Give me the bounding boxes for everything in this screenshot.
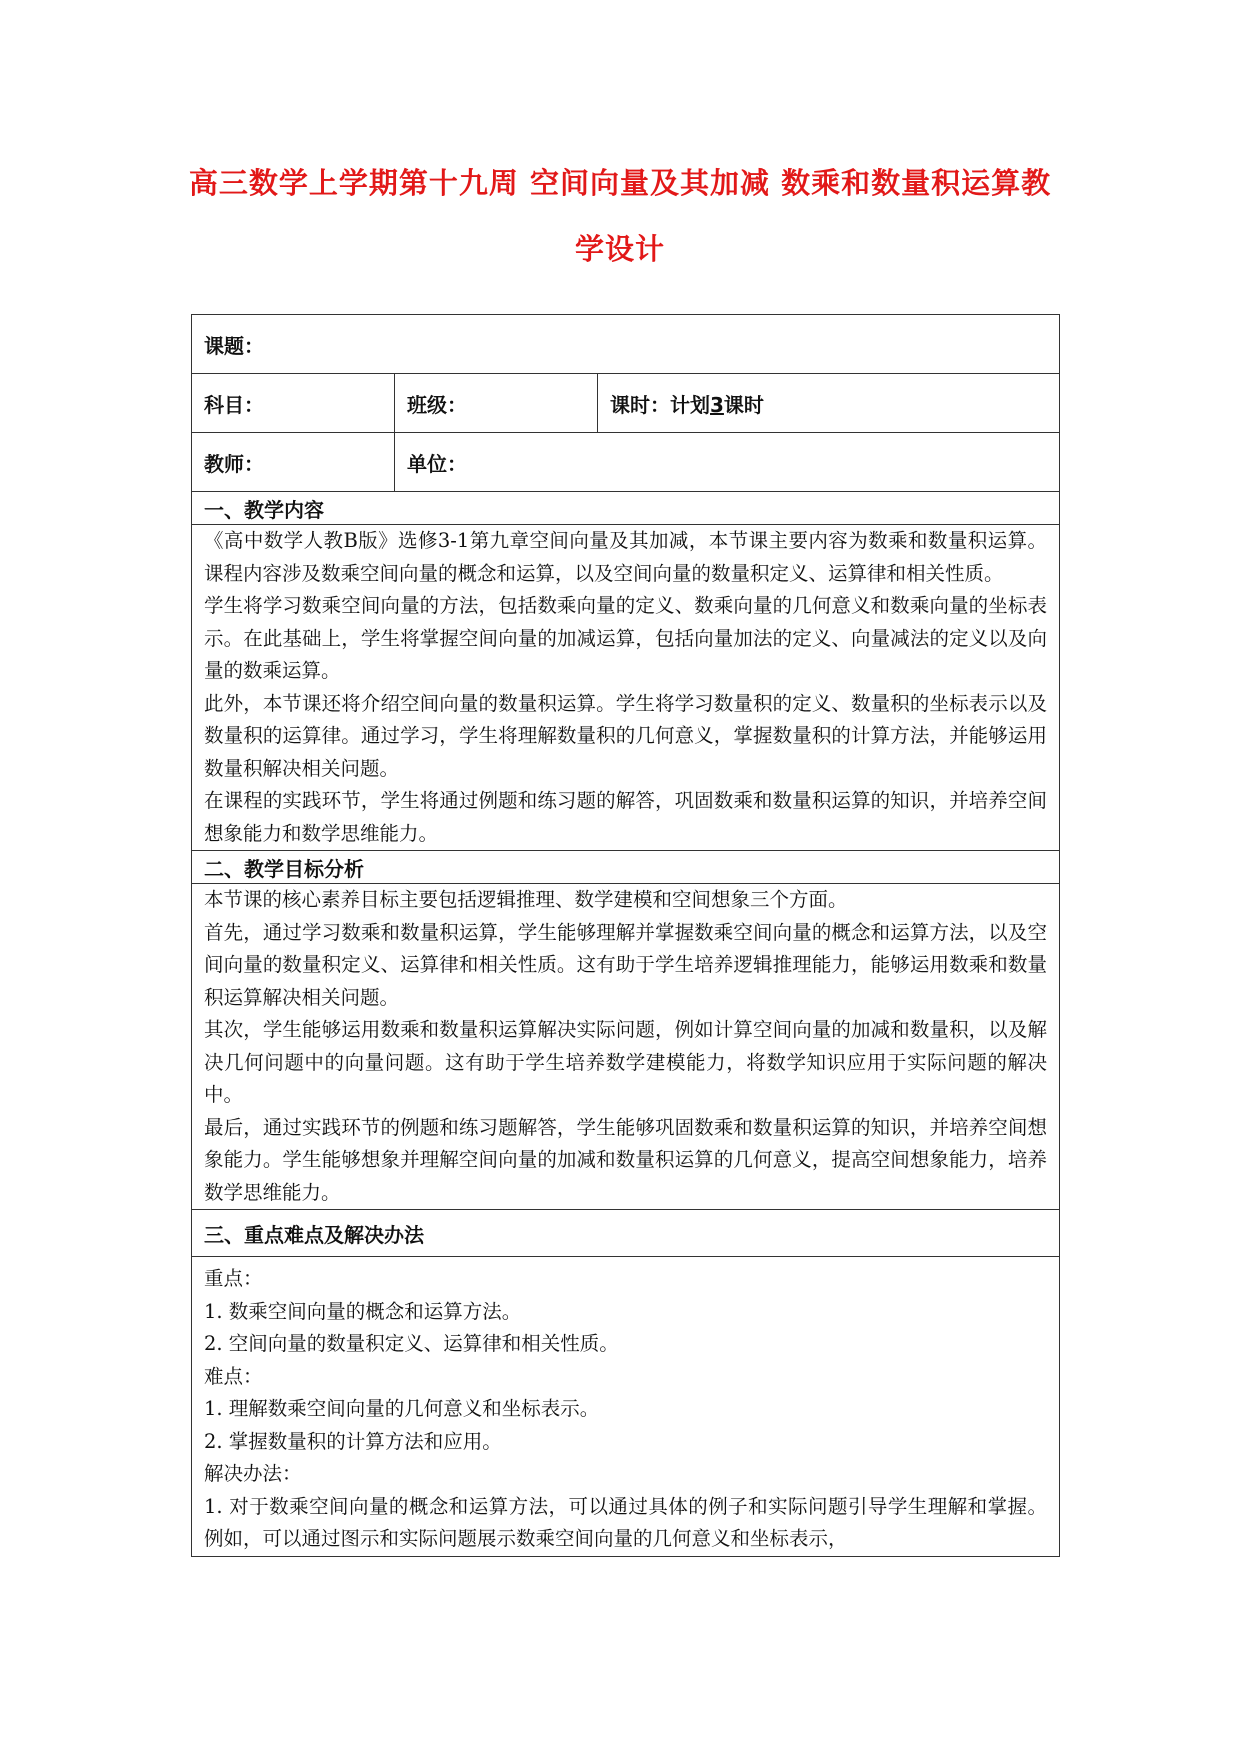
section3-line: 1. 数乘空间向量的概念和运算方法。 [204, 1299, 522, 1323]
section3-line: 难点： [204, 1364, 263, 1388]
document-title [170, 150, 1070, 282]
section2-paragraph: 首先，通过学习数乘和数量积运算，学生能够理解并掌握数乘空间向量的概念和运算方法，以及空间向量的数量积定义、运算律和相关性质。这有助于学生培养逻辑推理能力，能够运用数乘和数量积运算解决相关问题。 [204, 920, 1048, 1009]
section2-paragraph: 本节课的核心素养目标主要包括逻辑推理、数学建模和空间想象三个方面。 [204, 888, 848, 911]
title-line-1: 高三数学上学期第十九周 空间向量及其加减 数乘和数量积运算教 [188, 166, 1052, 200]
section2-body [192, 884, 1060, 1210]
class-label: 班级： [395, 374, 598, 433]
section1-paragraph: 在课程的实践环节，学生将通过例题和练习题的解答，巩固数乘和数量积运算的知识，并培养空间想象能力和数学思维能力。 [204, 789, 1048, 845]
section3-line: 1. 对于数乘空间向量的概念和运算方法，可以通过具体的例子和实际问题引导学生理解和掌握。例如，可以通过图示和实际问题展示数乘空间向量的几何意义和坐标表示， [204, 1494, 1048, 1550]
hours-cell [598, 374, 1060, 433]
unit-label: 单位： [395, 433, 1060, 492]
hours-label: 课时：计划 [610, 392, 710, 417]
section2-paragraph: 其次，学生能够运用数乘和数量积运算解决实际问题，例如计算空间向量的加减和数量积，以及解决几何问题中的向量问题。这有助于学生培养数学建模能力，将数学知识应用于实际问题的解决中。 [204, 1018, 1048, 1106]
teacher-row [192, 433, 1060, 492]
section3-body [192, 1257, 1060, 1557]
section3-line: 1. 理解数乘空间向量的几何意义和坐标表示。 [204, 1397, 600, 1420]
section2-body-row [192, 884, 1060, 1210]
section3-heading-row [192, 1210, 1060, 1257]
teacher-label: 教师： [192, 433, 395, 492]
section1-heading-row [192, 492, 1060, 525]
section1-body-row [192, 525, 1060, 851]
section1-paragraph: 此外，本节课还将介绍空间向量的数量积运算。学生将学习数量积的定义、数量积的坐标表示以及数量积的运算律。通过学习，学生将理解数量积的几何意义，掌握数量积的计算方法，并能够运用数量积解决相关问题。 [204, 691, 1048, 780]
subject-label: 科目： [192, 374, 395, 433]
section1-heading: 一、教学内容 [192, 492, 1060, 525]
topic-row [192, 315, 1060, 374]
topic-label: 课题： [192, 315, 1060, 374]
section3-body-row [192, 1257, 1060, 1557]
hours-unit: 课时 [723, 392, 764, 417]
section3-line: 2. 空间向量的数量积定义、运算律和相关性质。 [204, 1332, 619, 1355]
section1-paragraph: 《高中数学人教B版》选修3-1第九章空间向量及其加减，本节课主要内容为数乘和数量积运算。课程内容涉及数乘空间向量的概念和运算，以及空间向量的数量积定义、运算律和相关性质。 [204, 529, 1048, 585]
section3-line: 2. 掌握数量积的计算方法和应用。 [204, 1429, 502, 1453]
title-line-2: 学设计 [574, 232, 665, 266]
section2-heading: 二、教学目标分析 [192, 851, 1060, 884]
section1-body [192, 525, 1060, 851]
lesson-plan-table [191, 314, 1060, 1557]
section3-heading: 三、重点难点及解决办法 [192, 1210, 1060, 1257]
subject-row [192, 374, 1060, 433]
section2-heading-row [192, 851, 1060, 884]
section1-paragraph: 学生将学习数乘空间向量的方法，包括数乘向量的定义、数乘向量的几何意义和数乘向量的坐标表示。在此基础上，学生将掌握空间向量的加减运算，包括向量加法的定义、向量减法的定义以及向量的数乘运算。 [204, 594, 1048, 682]
section3-line: 重点： [204, 1267, 263, 1290]
section3-line: 解决办法： [204, 1462, 302, 1485]
hours-value: 3 [710, 392, 724, 417]
section2-paragraph: 最后，通过实践环节的例题和练习题解答，学生能够巩固数乘和数量积运算的知识，并培养空间想象能力。学生能够想象并理解空间向量的加减和数量积运算的几何意义，提高空间想象能力，培养数学思维能力。 [204, 1115, 1048, 1204]
